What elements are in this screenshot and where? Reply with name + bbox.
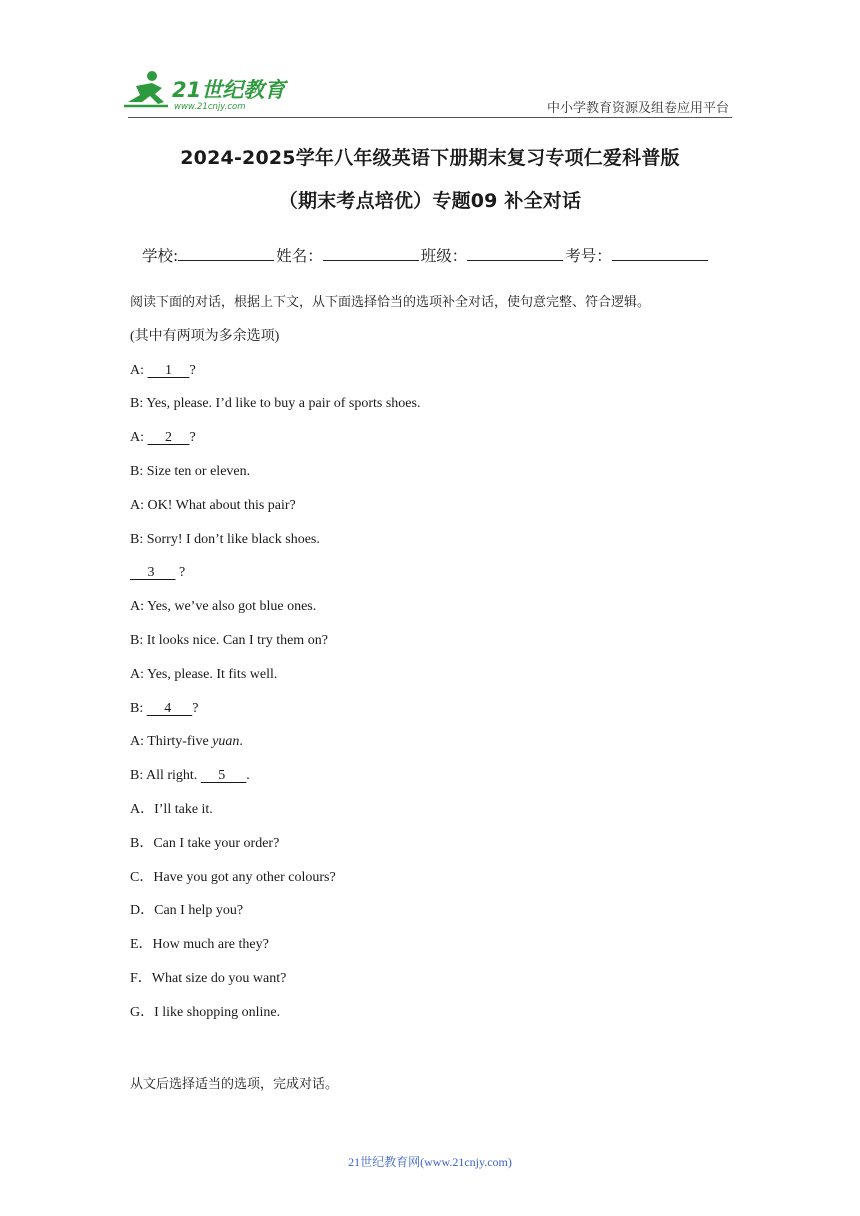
site-logo — [122, 68, 292, 114]
dialogue-line: B: Yes, please. I’d like to buy a pair of sports shoes. — [130, 396, 421, 412]
option-c: C．Have you got any other colours? — [130, 869, 336, 885]
answer-blank-1: 1 — [147, 362, 190, 378]
platform-name: 中小学教育资源及组卷应用平台 — [546, 101, 729, 116]
school-blank — [178, 245, 274, 261]
dialogue-line: A: 1 ? — [130, 361, 740, 395]
dialogue-line: B: 4 ? — [130, 699, 740, 733]
option-a: A．I’ll take it. — [130, 801, 213, 817]
name-blank — [323, 245, 419, 261]
option-b: B．Can I take your order? — [130, 835, 280, 851]
dialogue-line: B: All right. 5 . — [130, 766, 740, 800]
footer-link[interactable]: 21世纪教育网(www.21cnjy.com) — [348, 1155, 512, 1169]
runner-logo-icon — [122, 68, 292, 114]
dialogue-line: 3 ? — [130, 563, 740, 597]
dialogue-line: A: 2 ? — [130, 428, 740, 462]
class-blank — [467, 245, 563, 261]
answer-blank-3: 3 — [130, 565, 176, 581]
student-info-row — [142, 244, 710, 266]
option-g: G．I like shopping online. — [130, 1004, 281, 1020]
option-d: D．Can I help you? — [130, 903, 244, 919]
instruction-line-1: 阅读下面的对话，根据上下文，从下面选择恰当的选项补全对话，使句意完整、符合逻辑。 — [130, 295, 651, 310]
dialogue-line: B: Size ten or eleven. — [130, 463, 251, 479]
page-subtitle: （期末考点培优）专题09 补全对话 — [278, 190, 582, 212]
page-title: 2024-2025学年八年级英语下册期末复习专项仁爱科普版 — [180, 147, 680, 169]
answer-blank-4: 4 — [146, 700, 193, 716]
answer-blank-2: 2 — [147, 430, 190, 446]
question-content — [130, 293, 740, 1037]
dialogue-line: A: Yes, please. It fits well. — [130, 666, 278, 682]
logo-text: 21世纪教育 — [172, 78, 286, 102]
dialogue-line: A: Yes, we’ve also got blue ones. — [130, 599, 317, 615]
option-e: E．How much are they? — [130, 937, 269, 953]
exam-number-blank — [612, 245, 708, 261]
option-f: F．What size do you want? — [130, 970, 287, 986]
dialogue-line: A: Thirty-five yuan. — [130, 734, 243, 750]
class-label: 班级： — [420, 247, 468, 265]
name-label: 姓名： — [276, 247, 323, 265]
exam-number-label: 考号： — [565, 247, 612, 265]
header-divider — [128, 117, 732, 118]
dialogue-line: A: OK! What about this pair? — [130, 497, 296, 513]
school-label: 学校: — [142, 247, 179, 265]
next-question-instruction: 从文后选择适当的选项，完成对话。 — [130, 1077, 339, 1092]
dialogue-line: B: It looks nice. Can I try them on? — [130, 632, 328, 648]
dialogue-line: B: Sorry! I don’t like black shoes. — [130, 531, 320, 547]
logo-url: www.21cnjy.com — [174, 102, 246, 112]
answer-blank-5: 5 — [200, 768, 247, 784]
instruction-line-2: (其中有两项为多余选项) — [130, 328, 280, 344]
